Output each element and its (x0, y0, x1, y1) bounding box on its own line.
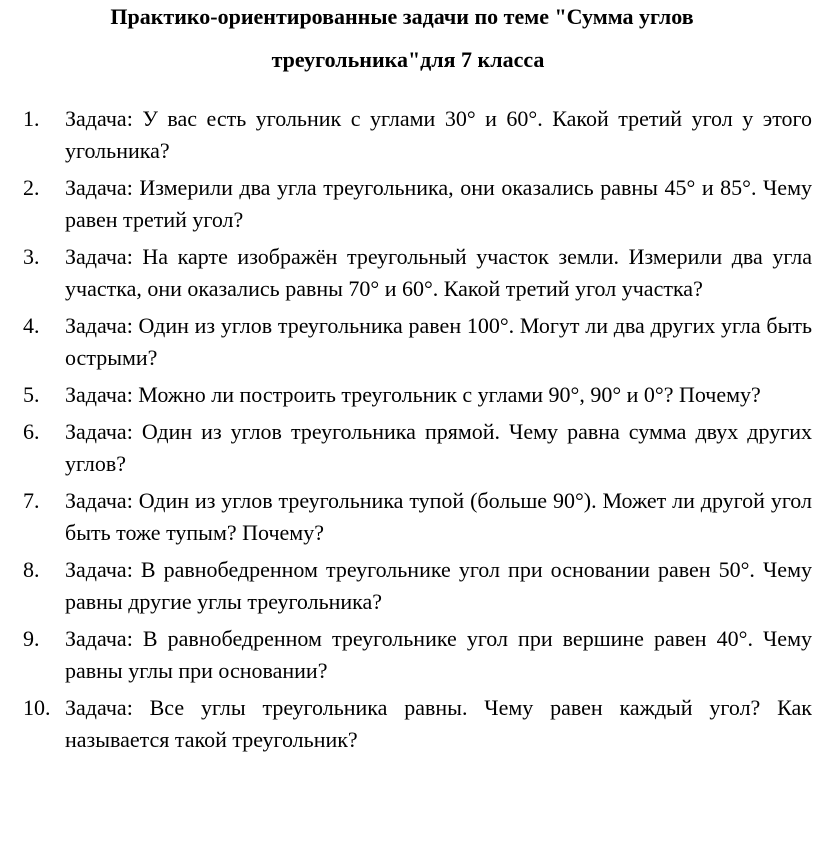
task-text: Задача: У вас есть угольник с углами 30° и 60°. Какой третий угол у этого угольника? (65, 106, 812, 163)
task-item (0, 623, 816, 687)
task-item (0, 485, 816, 549)
document-title-line-2: треугольника"для 7 класса (271, 47, 545, 72)
task-number: 10. (23, 695, 51, 720)
task-number: 1. (23, 106, 40, 131)
task-text: Задача: На карте изображён треугольный участок земли. Измерили два угла участка, они оказались равны 70° и 60°. Какой третий угол участка? (65, 244, 812, 301)
task-number: 8. (23, 557, 40, 582)
task-number: 7. (23, 488, 40, 513)
task-text: Задача: Один из углов треугольника прямой. Чему равна сумма двух других углов? (65, 419, 812, 476)
task-item (0, 692, 816, 756)
task-text: Задача: Один из углов треугольника равен 100°. Могут ли два других угла быть острыми? (65, 313, 812, 370)
task-number: 3. (23, 244, 40, 269)
task-text: Задача: Все углы треугольника равны. Чему равен каждый угол? Как называется такой треугольник? (65, 695, 812, 752)
task-item (0, 310, 816, 374)
task-text: Задача: Один из углов треугольника тупой (больше 90°). Может ли другой угол быть тоже тупым? Почему? (65, 488, 812, 545)
task-number: 6. (23, 419, 40, 444)
task-item (0, 172, 816, 236)
task-number: 4. (23, 313, 40, 338)
task-text: Задача: Можно ли построить треугольник с углами 90°, 90° и 0°? Почему? (65, 382, 761, 407)
task-number: 5. (23, 382, 40, 407)
task-list (0, 103, 816, 761)
task-item (0, 554, 816, 618)
task-item (0, 241, 816, 305)
task-text: Задача: Измерили два угла треугольника, они оказались равны 45° и 85°. Чему равен третий угол? (65, 175, 812, 232)
task-item (0, 103, 816, 167)
document-title-line-1: Практико-ориентированные задачи по теме "Сумма углов (110, 4, 694, 29)
task-item (0, 379, 816, 411)
task-number: 2. (23, 175, 40, 200)
task-item (0, 416, 816, 480)
task-text: Задача: В равнобедренном треугольнике угол при основании равен 50°. Чему равны другие углы треугольника? (65, 557, 812, 614)
task-text: Задача: В равнобедренном треугольнике угол при вершине равен 40°. Чему равны углы при основании? (65, 626, 812, 683)
task-number: 9. (23, 626, 40, 651)
